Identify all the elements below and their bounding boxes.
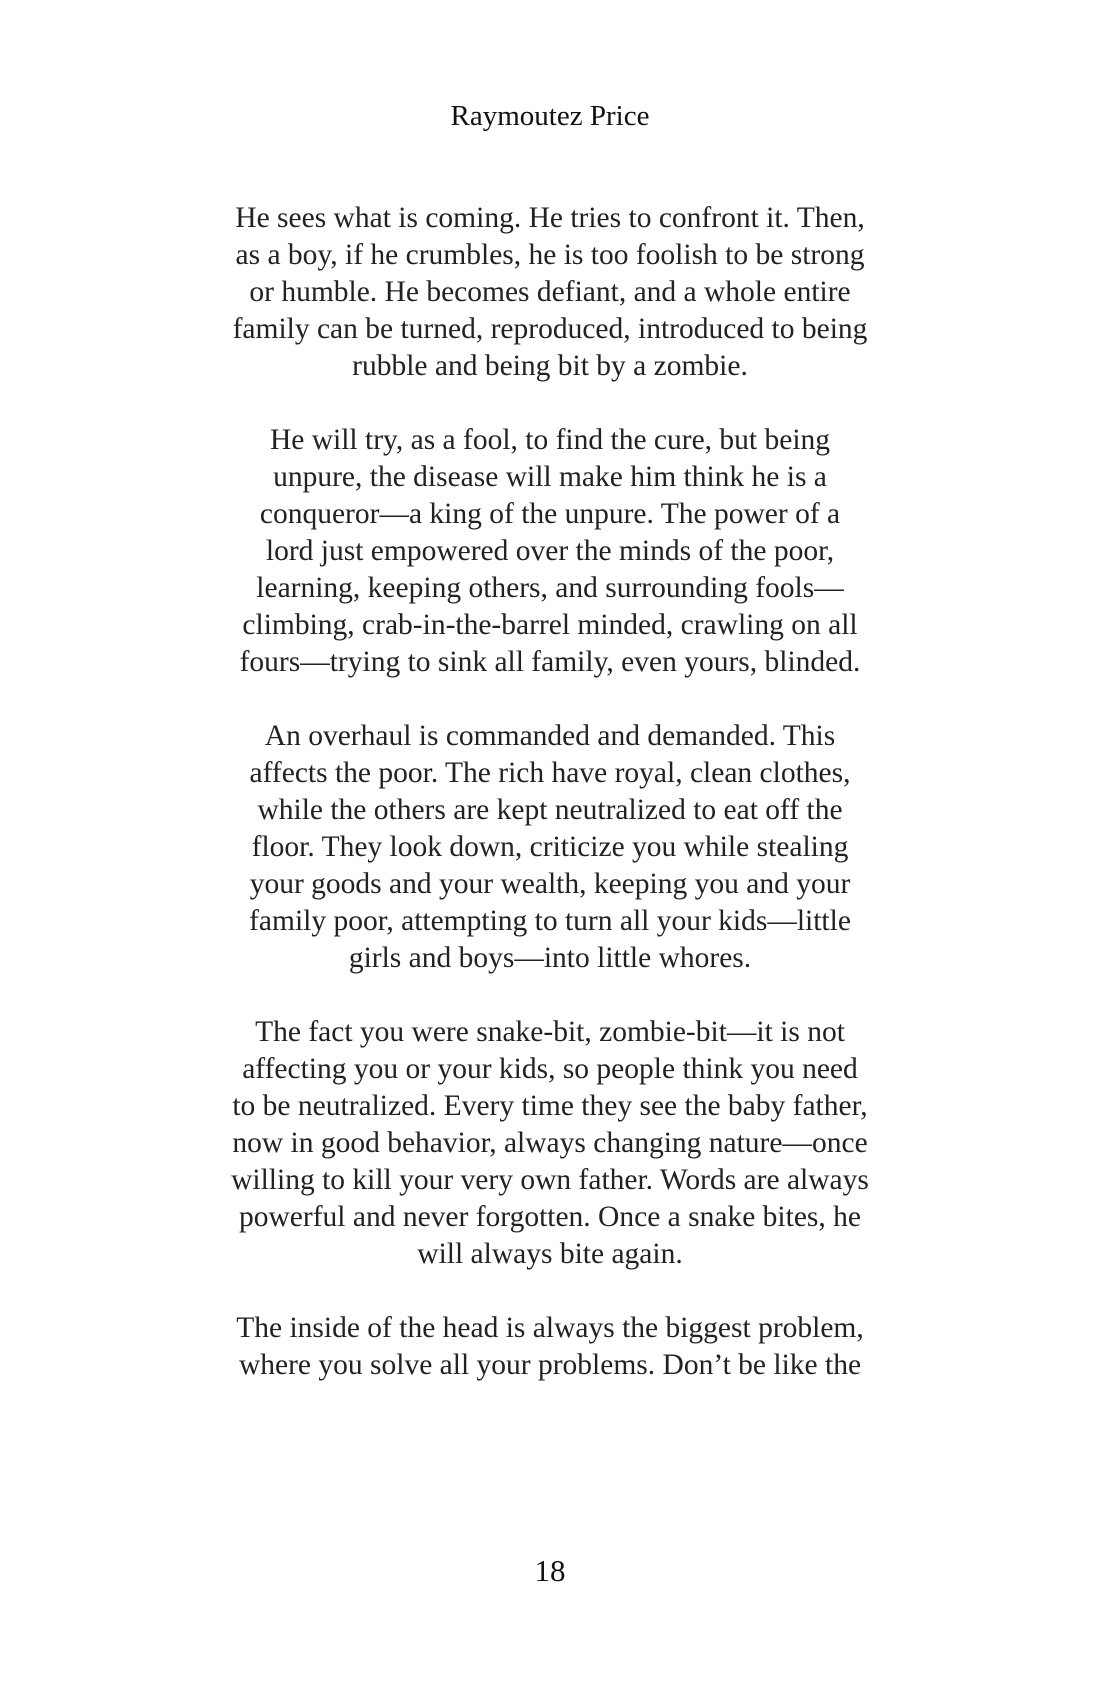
text-line: The fact you were snake-bit, zombie-bit—it is not	[255, 1016, 845, 1048]
text-line: willing to kill your very own father. Words are always	[231, 1164, 869, 1196]
text-line: powerful and never forgotten. Once a snake bites, he	[238, 1201, 861, 1233]
text-line: unpure, the disease will make him think he is a	[273, 461, 827, 493]
text-line: learning, keeping others, and surrounding fools—	[256, 572, 844, 604]
text-line: your goods and your wealth, keeping you and your	[249, 868, 851, 900]
text-line: girls and boys—into little whores.	[348, 942, 752, 974]
text-line: as a boy, if he crumbles, he is too foolish to be strong	[235, 239, 865, 271]
paragraph-spacer	[196, 681, 904, 718]
body-text	[196, 200, 904, 1384]
text-line: now in good behavior, always changing nature—once	[232, 1127, 868, 1159]
text-line: to be neutralized. Every time they see the baby father,	[232, 1090, 868, 1122]
paragraph	[196, 1014, 904, 1273]
text-line: He sees what is coming. He tries to confront it. Then,	[235, 202, 865, 234]
page-number: 18	[534, 1553, 566, 1588]
paragraph	[196, 422, 904, 681]
text-line: or humble. He becomes defiant, and a whole entire	[249, 276, 851, 308]
text-line: fours—trying to sink all family, even yours, blinded.	[239, 646, 861, 678]
text-line: climbing, crab-in-the-barrel minded, crawling on all	[242, 609, 858, 641]
paragraph	[196, 200, 904, 385]
text-line: affecting you or your kids, so people think you need	[242, 1053, 858, 1085]
text-line: family can be turned, reproduced, introduced to being	[232, 313, 868, 345]
text-line: affects the poor. The rich have royal, clean clothes,	[249, 757, 851, 789]
running-header-author: Raymoutez Price	[450, 100, 650, 132]
paragraph-spacer	[196, 977, 904, 1014]
text-line: conqueror—a king of the unpure. The power of a	[259, 498, 841, 530]
text-line: He will try, as a fool, to find the cure, but being	[269, 424, 831, 456]
text-line: lord just empowered over the minds of the poor,	[265, 535, 835, 567]
text-line: while the others are kept neutralized to eat off the	[257, 794, 843, 826]
paragraph	[196, 1310, 904, 1384]
text-line: family poor, attempting to turn all your kids—little	[249, 905, 851, 937]
text-line: floor. They look down, criticize you while stealing	[251, 831, 849, 863]
paragraph-spacer	[196, 1273, 904, 1310]
text-line: rubble and being bit by a zombie.	[352, 350, 748, 382]
text-line: will always bite again.	[417, 1238, 683, 1270]
text-line: An overhaul is commanded and demanded. This	[264, 720, 836, 752]
paragraph	[196, 718, 904, 977]
text-line: The inside of the head is always the biggest problem,	[236, 1312, 864, 1344]
paragraph-spacer	[196, 385, 904, 422]
text-line: where you solve all your problems. Don’t be like the	[238, 1349, 862, 1381]
